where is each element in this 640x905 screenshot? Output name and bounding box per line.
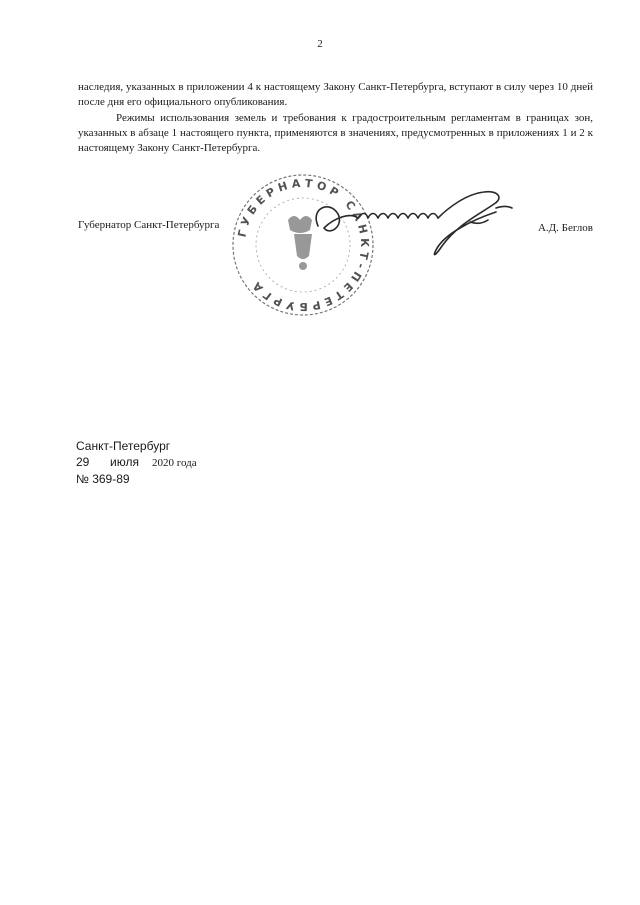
signatory-name: А.Д. Беглов (537, 222, 593, 234)
date-month: июля (110, 455, 139, 469)
page-number: 2 (317, 38, 323, 50)
paragraph-regimes: Режимы использования земель и требования к градостроительным регламентам в границах зон, указанных в абзаце 1 настоящего пункта, применяются в значениях, предусмотренных в приложениях 1 и 2 к настоящему Закону Санкт-Петербурга. (78, 112, 593, 154)
law-number: № 369-89 (76, 472, 130, 486)
city: Санкт-Петербург (76, 439, 171, 453)
seal-text: ГУБЕРНАТОР САНКТ-ПЕТЕРБУРГА (235, 176, 372, 314)
document-footer (76, 438, 197, 487)
date-year: 2020 года (152, 457, 197, 469)
paragraph-continuation: наследия, указанных в приложении 4 к настоящему Закону Санкт-Петербурга, вступают в силу через 10 дней после дня его официального опубликования. (78, 81, 593, 108)
handwritten-signature (300, 178, 530, 258)
signatory-role: Губернатор Санкт-Петербурга (78, 219, 220, 231)
adoption-date (76, 454, 197, 471)
body-text (78, 80, 593, 156)
date-day: 29 (76, 455, 90, 469)
